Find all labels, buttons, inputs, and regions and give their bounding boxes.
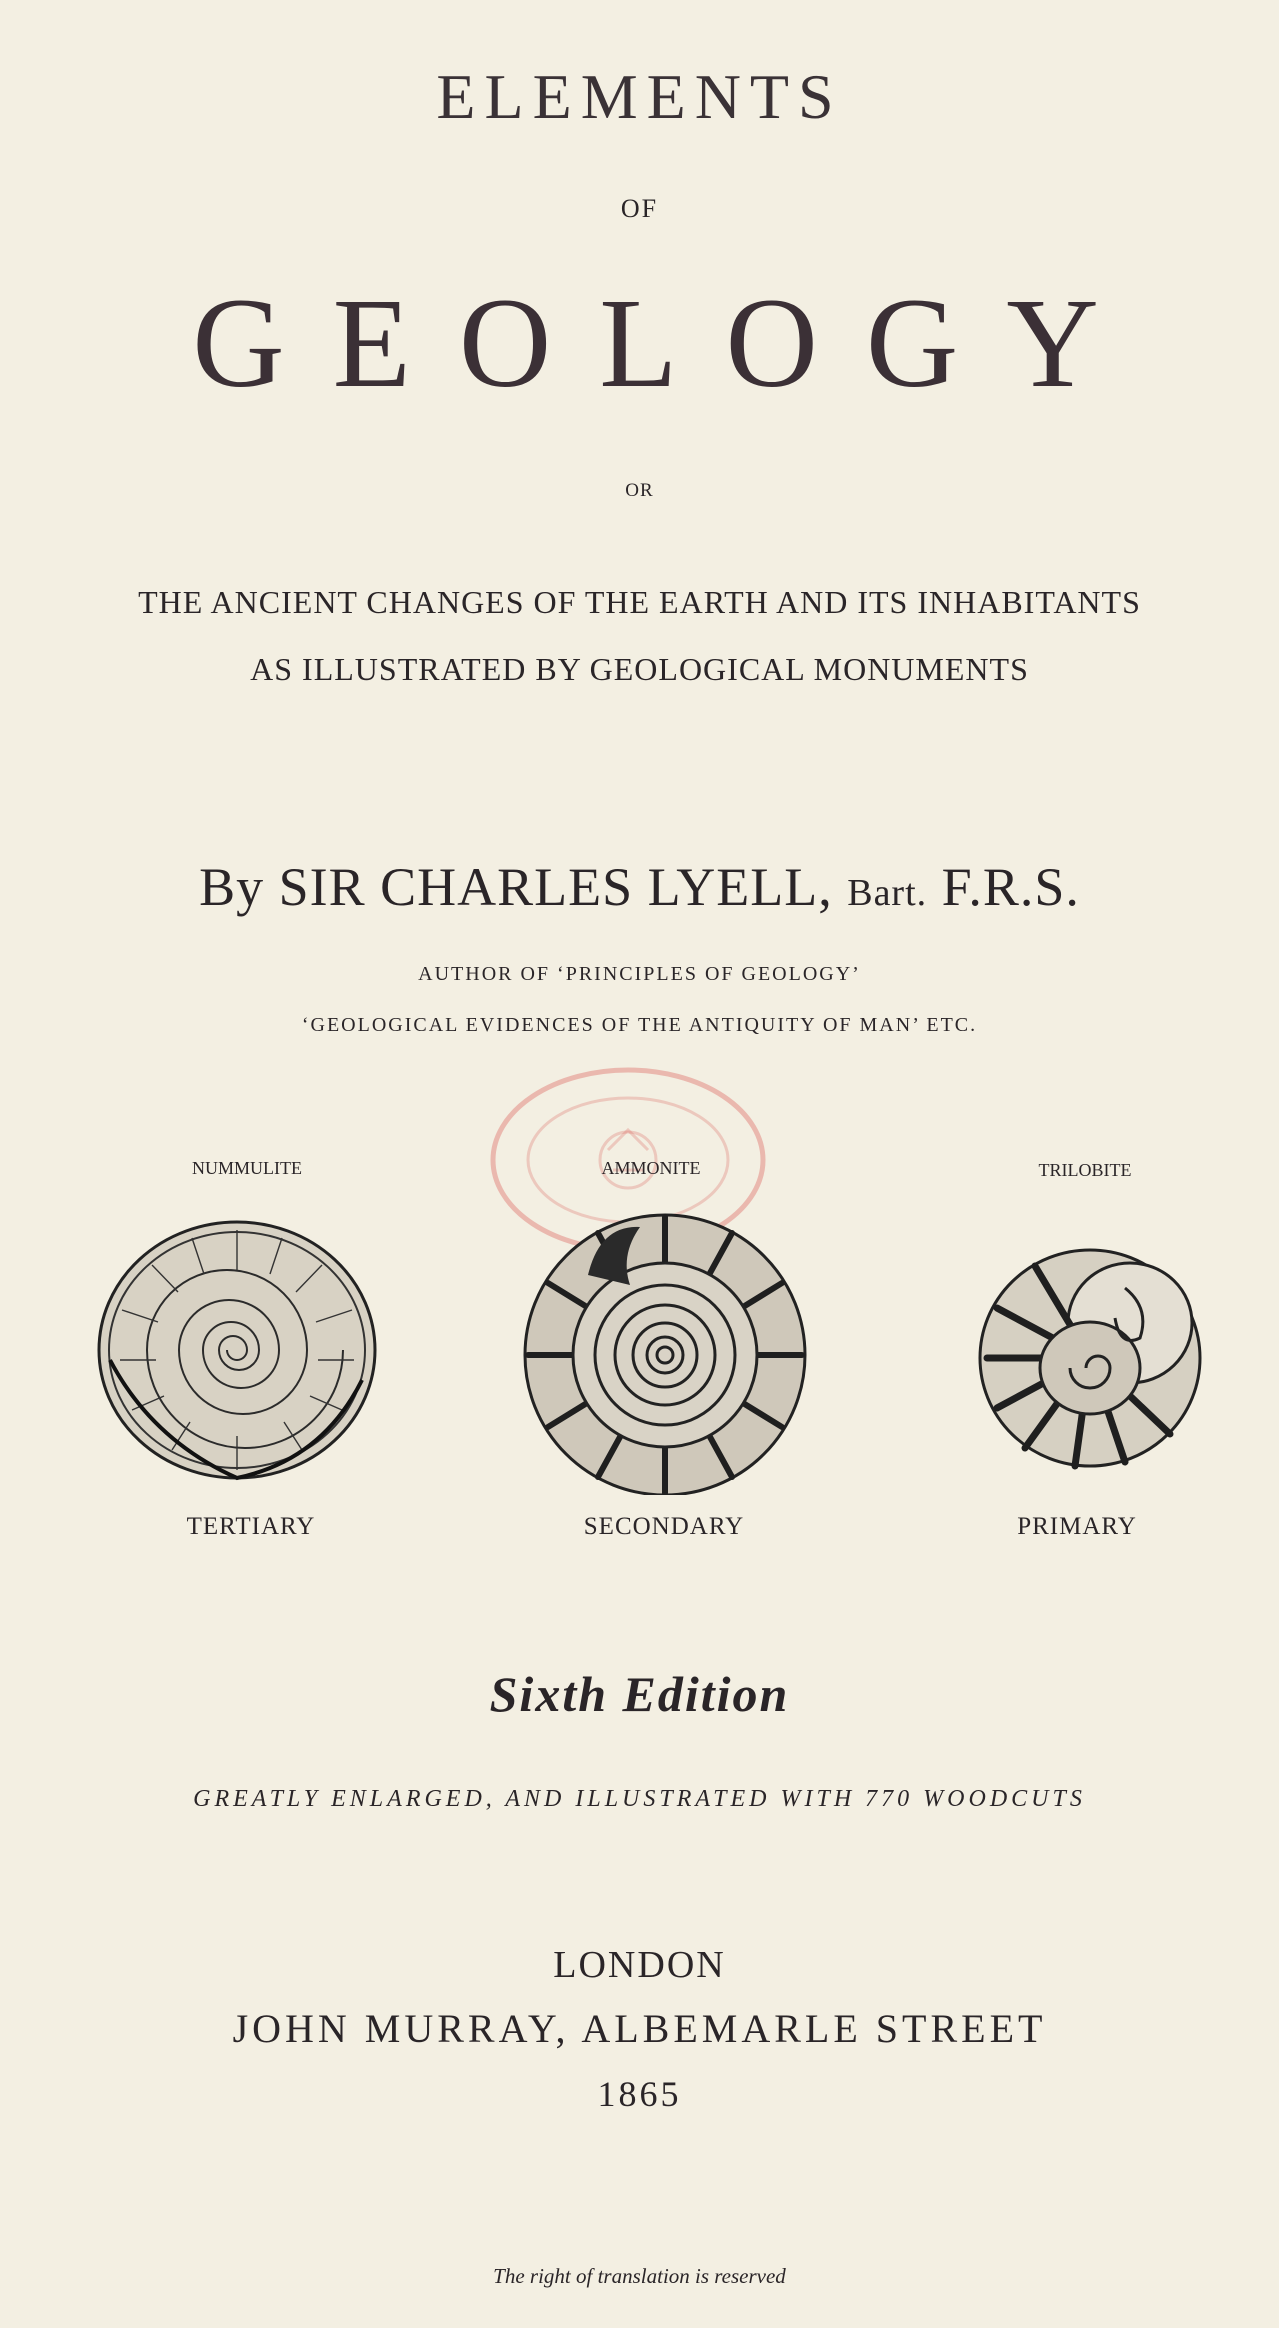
imprint-year: 1865 — [597, 2074, 682, 2114]
or-connector: OR — [625, 480, 654, 501]
nummulite-illustration — [92, 1210, 382, 1490]
ammonite-illustration — [510, 1205, 815, 1495]
author-credit-2: ‘GEOLOGICAL EVIDENCES OF THE ANTIQUITY OF MAN’ ETC. — [301, 1014, 978, 1036]
era-tertiary: TERTIARY — [186, 1513, 316, 1540]
fossil-name-ammonite: AMMONITE — [601, 1158, 701, 1178]
author-name: SIR CHARLES LYELL, — [278, 857, 833, 917]
imprint-city: LONDON — [553, 1944, 726, 1986]
title-geology: GEOLOGY — [192, 272, 1147, 414]
trilobite-illustration — [975, 1238, 1205, 1473]
author-honours: F.R.S. — [941, 857, 1080, 917]
edition: Sixth Edition — [489, 1666, 790, 1722]
author-line — [0, 856, 1279, 918]
subtitle-line-2: AS ILLUSTRATED BY GEOLOGICAL MONUMENTS — [250, 651, 1029, 687]
author-by: By — [199, 857, 265, 917]
author-title: Bart. — [847, 872, 928, 914]
author-credit-1: AUTHOR OF ‘PRINCIPLES OF GEOLOGY’ — [418, 963, 861, 985]
title-of: OF — [620, 194, 659, 223]
rights-notice: The right of translation is reserved — [493, 2264, 786, 2288]
title-elements: ELEMENTS — [436, 61, 843, 132]
fossil-name-nummulite: NUMMULITE — [192, 1158, 302, 1178]
edition-note: GREATLY ENLARGED, AND ILLUSTRATED WITH 770 WOODCUTS — [193, 1786, 1086, 1812]
imprint-publisher: JOHN MURRAY, ALBEMARLE STREET — [232, 2006, 1047, 2051]
subtitle-line-1: THE ANCIENT CHANGES OF THE EARTH AND ITS INHABITANTS — [138, 584, 1141, 620]
era-primary: PRIMARY — [1017, 1513, 1137, 1540]
fossil-name-trilobite: TRILOBITE — [1038, 1160, 1132, 1180]
era-secondary: SECONDARY — [583, 1513, 745, 1540]
